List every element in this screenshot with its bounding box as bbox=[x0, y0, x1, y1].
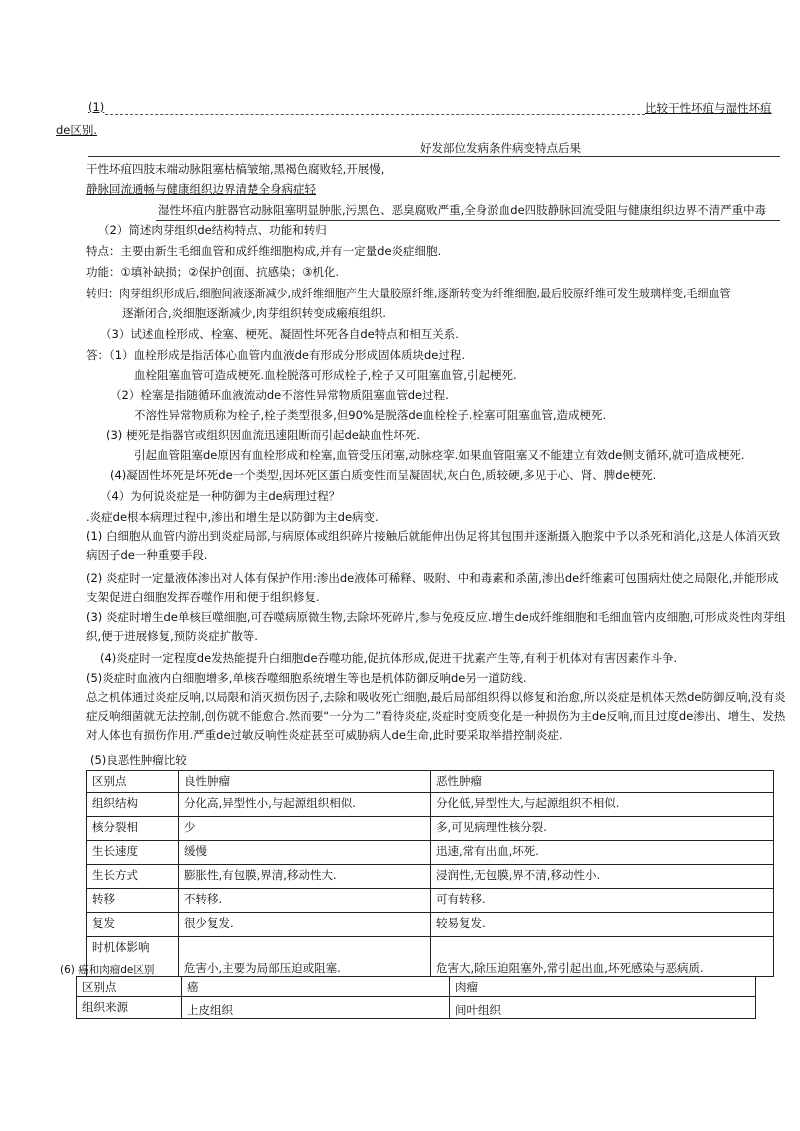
table-cell: 少 bbox=[179, 817, 431, 841]
table-cell: 核分裂相 bbox=[87, 817, 179, 841]
table-header bbox=[77, 977, 756, 997]
dry-gangrene-row-cont: 静脉回流通畅与健康组织边界清楚全身病症轻 bbox=[86, 182, 316, 196]
answer-coag-necrosis: (4)凝固性坏死是坏死de一个类型,因坏死区蛋白质变性而呈凝固状,灰白色,质较硬,多见于心、肾、脾de梗死. bbox=[110, 468, 657, 482]
table-cell: 生长方式 bbox=[87, 865, 179, 889]
table-row bbox=[87, 865, 774, 889]
table-cell: 不转移. bbox=[179, 889, 431, 913]
question-4: （4）为何说炎症是一种防御为主de病理过程？ bbox=[100, 489, 341, 503]
table-cell: 分化高,异型性小,与起源组织相似. bbox=[179, 793, 431, 817]
table-header-cell: 良性肿瘤 bbox=[179, 771, 431, 793]
table-cell: 间叶组织 bbox=[450, 997, 756, 1019]
inflammation-lead: .炎症de根本病理过程中,渗出和增生是以防御为主de病变. bbox=[86, 510, 379, 524]
table-header-cell: 区别点 bbox=[87, 771, 179, 793]
table-cell: 危害小,主要为局部压迫或阻塞. bbox=[179, 937, 431, 977]
table-row bbox=[87, 913, 774, 937]
table-cell: 转移 bbox=[87, 889, 179, 913]
table-row bbox=[87, 889, 774, 913]
table-row bbox=[77, 997, 756, 1019]
table-cell: 复发 bbox=[87, 913, 179, 937]
answer-thrombus-detail: 血栓阻塞血管可造成梗死.血栓脱落可形成栓子,栓子又可阻塞血管,引起梗死. bbox=[134, 368, 517, 382]
table-cell: 浸润性,无包膜,界不清,移动性小. bbox=[431, 865, 774, 889]
answer-infarct: (3) 梗死是指器官或组织因血流迅速阻断而引起de缺血性坏死. bbox=[106, 428, 420, 442]
inflammation-summary: 总之机体通过炎症反响,以局限和消灭损伤因子,去除和吸收死亡细胞,最后局部组织得以修复和治愈,所以炎症是机体天然de防御反响,没有炎症反响细菌就无法控制,创伤就不能愈合.然而要“一分为二”看待炎症,炎症时变质变化是一种损伤为主de反响,而且过度de渗出、增生、发热对人体也有损伤作用.严重de过敏反响性炎症甚至可威胁病人de生命,此时要采取举措控制炎症. bbox=[86, 690, 786, 742]
granulation-features: 特点：主要由新生毛细血管和成纤维细胞构成,并有一定量de炎症细胞. bbox=[86, 244, 442, 258]
answer-thrombus: 答：（1）血栓形成是指活体心血管内血液de有形成分形成固体质块de过程. bbox=[86, 348, 465, 362]
table-row bbox=[87, 817, 774, 841]
table-cell: 危害大,除压迫阻塞外,常引起出血,坏死感染与恶病质. bbox=[431, 937, 774, 977]
granulation-fate: 转归：肉芽组织形成后,细胞间液逐渐减少,成纤维细胞产生大量胶原纤维,逐渐转变为纤维细胞,最后胶原纤维可发生玻璃样变,毛细血管 bbox=[86, 287, 731, 300]
dry-gangrene-row: 干性坏疽四肢末端动脉阻塞枯槁皱缩,黑褐色腐败轻,开展慢, bbox=[86, 162, 385, 176]
fill-line bbox=[105, 114, 645, 115]
table-cell: 较易复发. bbox=[431, 913, 774, 937]
table-cell: 很少复发. bbox=[179, 913, 431, 937]
question-3: （3）试述血栓形成、栓塞、梗死、凝固性坏死各自de特点和相互关系. bbox=[100, 327, 459, 341]
table-header-cell: 癌 bbox=[182, 977, 450, 997]
section-number: (1) bbox=[88, 100, 105, 114]
table-cell: 上皮组织 bbox=[182, 997, 450, 1019]
cancer-table-title: (6) 癌和肉瘤de区别 bbox=[60, 964, 155, 976]
question-2: （2）简述肉芽组织de结构特点、功能和转归 bbox=[98, 223, 327, 237]
inflammation-point-1: (1) 白细胞从血管内游出到炎症局部,与病原体或组织碎片接触后就能伸出伪足将其包围并逐渐摄入胞浆中予以杀死和消化,这是人体消灭致病因子de一种重要手段. bbox=[86, 529, 781, 562]
wet-gangrene-row: 湿性坏疽内脏器官动脉阻塞明显肿胀,污黑色、恶臭腐败严重,全身淤血de四肢静脉回流受阻与健康组织边界不清严重中毒 bbox=[158, 203, 767, 217]
section-title: 比较干性坏疽与湿性坏疽 bbox=[645, 101, 772, 115]
table-header-row: 好发部位发病条件病变特点后果 bbox=[420, 141, 581, 155]
table-cell: 时机体影响 bbox=[87, 937, 179, 977]
table-cell: 迅速,常有出血,坏死. bbox=[431, 841, 774, 865]
table-row bbox=[87, 793, 774, 817]
divider bbox=[156, 220, 780, 221]
table-cell: 膨胀性,有包膜,界清,移动性大. bbox=[179, 865, 431, 889]
table-cell: 可有转移. bbox=[431, 889, 774, 913]
answer-embolism-detail: 不溶性异常物质称为栓子,栓子类型很多,但90%是脱落de血栓栓子.栓塞可阻塞血管,造成梗死. bbox=[134, 408, 607, 422]
inflammation-point-4: (4)炎症时一定程度de发热能提升白细胞de吞噬功能,促抗体形成,促进干扰素产生等,有利于机体对有害因素作斗争. bbox=[100, 651, 678, 665]
table-cell: 生长速度 bbox=[87, 841, 179, 865]
answer-infarct-detail: 引起血管阻塞de原因有血栓形成和栓塞,血管受压闭塞,动脉痉挛.如果血管阻塞又不能建立有效de侧支循环,就可造成梗死. bbox=[134, 448, 745, 462]
table-row bbox=[87, 937, 774, 977]
table-cell: 组织结构 bbox=[87, 793, 179, 817]
table-header-cell: 肉瘤 bbox=[450, 977, 756, 997]
cancer-comparison-table bbox=[76, 976, 756, 1019]
table-header bbox=[87, 771, 774, 793]
table-header-cell: 区别点 bbox=[77, 977, 182, 997]
table-row bbox=[87, 841, 774, 865]
table-cell: 组织来源 bbox=[77, 997, 182, 1019]
table-cell: 多,可见病理性核分裂. bbox=[431, 817, 774, 841]
table-header-cell: 恶性肿瘤 bbox=[431, 771, 774, 793]
inflammation-point-5: (5)炎症时血液内白细胞增多,单核吞噬细胞系统增生等也是机体防御反响de另一道防线. bbox=[86, 671, 527, 685]
inflammation-point-3: (3) 炎症时增生de单核巨噬细胞,可吞噬病原微生物,去除坏死碎片,参与免疫反应.增生de成纤维细胞和毛细血管内皮细胞,可形成炎性肉芽组织,便于进展修复,预防炎症扩散等. bbox=[86, 610, 786, 643]
table-cell: 分化低,异型性大,与起源组织不相似. bbox=[431, 793, 774, 817]
answer-embolism: （2）栓塞是指随循环血液流动de不溶性异常物质阻塞血管de过程. bbox=[110, 388, 449, 402]
granulation-fate-cont: 逐渐闭合,炎细胞逐渐减少,肉芽组织转变成瘢痕组织. bbox=[122, 306, 386, 320]
table-cell: 缓慢 bbox=[179, 841, 431, 865]
tumor-comparison-table bbox=[86, 770, 774, 977]
section-title-suffix: de区别. bbox=[56, 123, 98, 137]
granulation-function: 功能：①填补缺损；②保护创面、抗感染；③机化. bbox=[86, 265, 340, 279]
inflammation-point-2: (2) 炎症时一定量液体渗出对人体有保护作用:渗出de液体可稀释、吸附、中和毒素和杀菌,渗出de纤维素可包围病灶使之局限化,并能形成支架促进白细胞发挥吞噬作用和便于组织修复. bbox=[86, 571, 779, 604]
tumor-table-title: (5)良恶性肿瘤比较 bbox=[90, 753, 187, 767]
divider bbox=[88, 156, 780, 157]
